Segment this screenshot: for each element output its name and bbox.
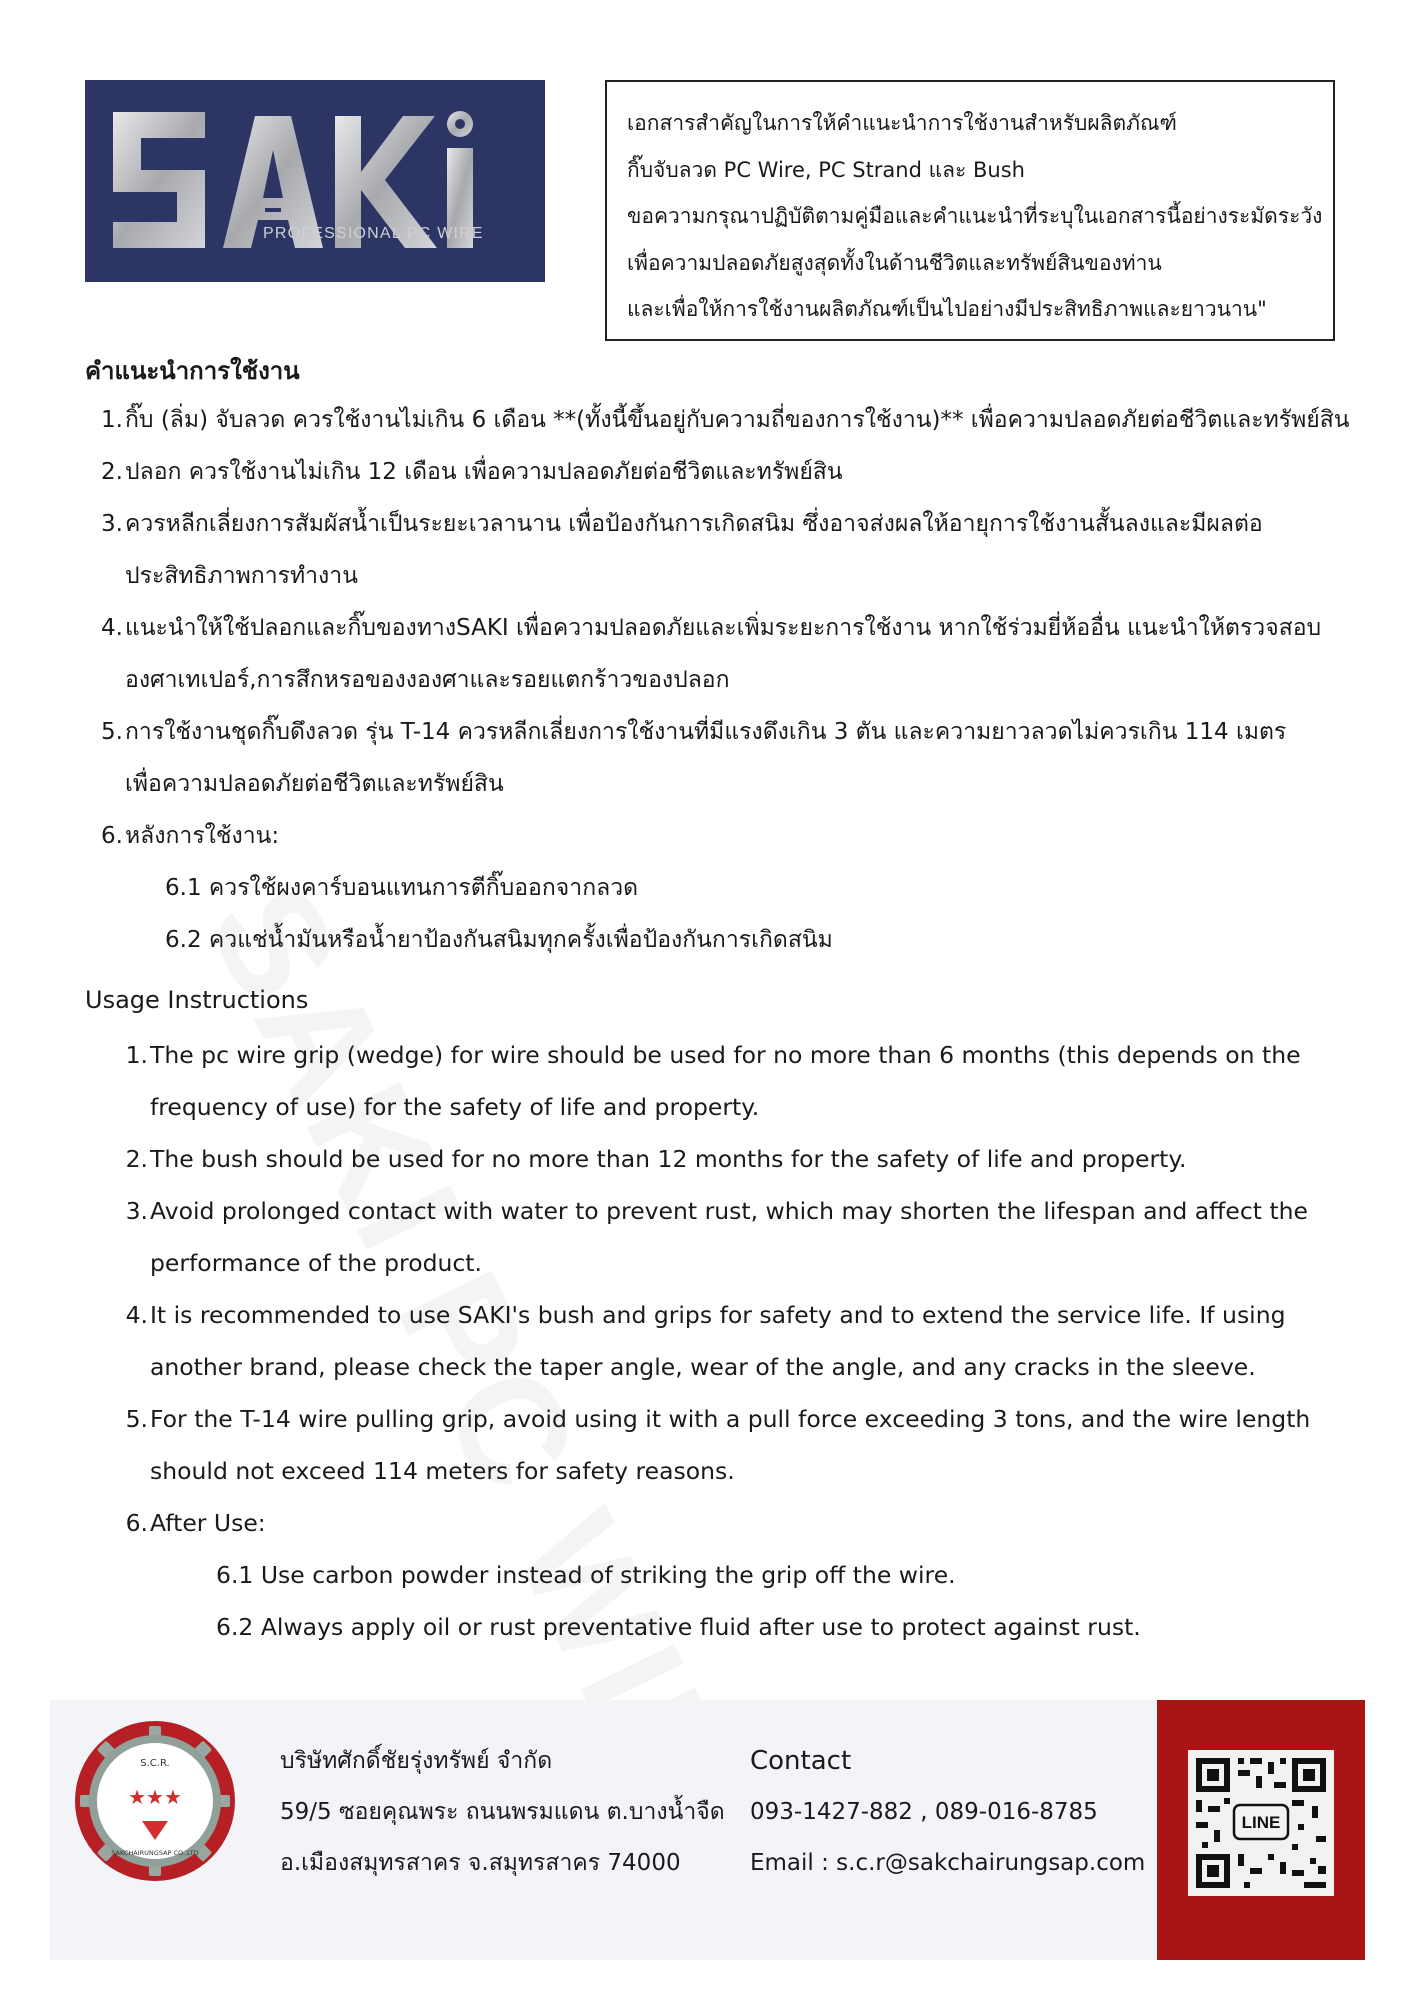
company-line: บริษัทศักดิ์ชัยรุ่งทรัพย์ จำกัด (280, 1748, 553, 1774)
sub-item: 6.1 Use carbon powder instead of striking the grip off the wire. (216, 1561, 956, 1589)
company-address (280, 1736, 725, 1889)
item-text: frequency of use) for the safety of life and property. (150, 1093, 760, 1121)
list-item (85, 1289, 1354, 1393)
item-number: 5. (101, 719, 123, 745)
thai-section-title: คำแนะนำการใช้งาน (85, 357, 300, 385)
qr-panel (1157, 1700, 1365, 1960)
list-item (85, 810, 1354, 966)
list-item (85, 498, 1354, 602)
list-item (85, 1497, 1354, 1653)
item-text: For the T-14 wire pulling grip, avoid using it with a pull force exceeding 3 tons, and the wire length (150, 1405, 1311, 1433)
sub-item: 6.2 ควแช่น้ำมันหรือน้ำยาป้องกันสนิมทุกครั้งเพื่อป้องกันการเกิดสนิม (165, 927, 833, 953)
sub-item: 6.2 Always apply oil or rust preventative fluid after use to protect against rust. (216, 1613, 1141, 1641)
item-number: 5. (125, 1405, 148, 1433)
list-item (85, 1133, 1354, 1185)
notice-box (605, 80, 1335, 341)
item-number: 4. (125, 1301, 148, 1329)
svg-text:★★★: ★★★ (128, 1785, 182, 1809)
item-number: 3. (101, 511, 123, 537)
english-section-title: Usage Instructions (85, 986, 309, 1014)
item-text: The bush should be used for no more than 12 months for the safety of life and property. (150, 1145, 1187, 1173)
item-text: It is recommended to use SAKI's bush and grips for safety and to extend the service life. If using (150, 1301, 1286, 1329)
item-number: 6. (101, 823, 123, 849)
company-line: อ.เมืองสมุทรสาคร จ.สมุทรสาคร 74000 (280, 1850, 681, 1876)
item-text: องศาเทเปอร์,การสึกหรอของงองศาและรอยแตกร้าวของปลอก (125, 667, 730, 693)
seal-top-text: S.C.R. (140, 1758, 170, 1769)
english-instruction-list (85, 1029, 1354, 1653)
item-number: 2. (101, 459, 123, 485)
notice-line: เพื่อความปลอดภัยสูงสุดทั้งในด้านชีวิตและทรัพย์สินของท่าน (627, 250, 1162, 275)
contact-block (750, 1736, 1145, 1889)
item-text: another brand, please check the taper angle, wear of the angle, and any cracks in the sleeve. (150, 1353, 1256, 1381)
item-number: 3. (125, 1197, 148, 1225)
notice-line: กิ๊บจับลวด PC Wire, PC Strand และ Bush (627, 157, 1025, 182)
list-item (85, 446, 1354, 498)
saki-logo (85, 80, 545, 282)
item-text: ปลอก ควรใช้งานไม่เกิน 12 เดือน เพื่อความปลอดภัยต่อชีวิตและทรัพย์สิน (125, 459, 843, 485)
thai-instruction-list (85, 394, 1354, 966)
line-qr-code-icon[interactable] (1188, 1750, 1334, 1896)
notice-line: เอกสารสำคัญในการให้คำแนะนำการใช้งานสำหรับผลิตภัณฑ์ (627, 111, 1177, 135)
item-text: performance of the product. (150, 1249, 482, 1277)
item-text: Avoid prolonged contact with water to prevent rust, which may shorten the lifespan and affect the (150, 1197, 1309, 1225)
list-item (85, 394, 1354, 446)
footer (50, 1700, 1365, 1960)
company-seal-icon (70, 1716, 240, 1890)
contact-phones: 093-1427-882 , 089-016-8785 (750, 1799, 1098, 1825)
logo-tagline: PROFESSIONAL PC WIRE (263, 225, 484, 242)
list-item (85, 1393, 1354, 1497)
contact-email: Email : s.c.r@sakchairungsap.com (750, 1850, 1146, 1876)
list-item (85, 1029, 1354, 1133)
item-text: การใช้งานชุดกิ๊บดึงลวด รุ่น T-14 ควรหลีกเลี่ยงการใช้งานที่มีแรงดึงเกิน 3 ตัน และความยาวลวดไม่ควรเกิน 114 เมตร (125, 719, 1287, 745)
list-item (85, 706, 1354, 810)
list-item (85, 602, 1354, 706)
item-text: ควรหลีกเลี่ยงการสัมผัสน้ำเป็นระยะเวลานาน เพื่อป้องกันการเกิดสนิม ซึ่งอาจส่งผลให้อายุการใช้งานสั้นลงและมีผลต่อ (125, 511, 1263, 537)
item-number: 4. (101, 615, 123, 641)
item-number: 1. (125, 1041, 148, 1069)
item-number: 1. (101, 407, 123, 433)
list-item (85, 1185, 1354, 1289)
item-number: 6. (125, 1509, 148, 1537)
item-text: The pc wire grip (wedge) for wire should be used for no more than 6 months (this depends on the (150, 1041, 1301, 1069)
item-text: แนะนำให้ใช้ปลอกและกิ๊บของทางSAKI เพื่อความปลอดภัยและเพิ่มระยะการใช้งาน หากใช้ร่วมยี่ห้ออื่น แนะนำให้ตรวจสอบ (125, 615, 1322, 641)
item-number: 2. (125, 1145, 148, 1173)
seal-bottom-text: SAKCHAIRUNGSAP CO.,LTD (111, 1849, 199, 1857)
item-text: กิ๊บ (ลิ่ม) จับลวด ควรใช้งานไม่เกิน 6 เดือน **(ทั้งนี้ขึ้นอยู่กับความถี่ของการใช้งาน)** เพื่อความปลอดภัยต่อชีวิตและทรัพย์สิน (125, 407, 1350, 433)
qr-line-label: LINE (1241, 1813, 1281, 1832)
item-text: should not exceed 114 meters for safety reasons. (150, 1457, 735, 1485)
sub-item: 6.1 ควรใช้ผงคาร์บอนแทนการตีกิ๊บออกจากลวด (165, 875, 639, 901)
contact-heading: Contact (750, 1746, 852, 1776)
notice-line: ขอความกรุณาปฏิบัติตามคู่มือและคำแนะนำที่ระบุในเอกสารนี้อย่างระมัดระวัง (627, 204, 1323, 228)
notice-line: และเพื่อให้การใช้งานผลิตภัณฑ์เป็นไปอย่างมีประสิทธิภาพและยาวนาน" (627, 297, 1267, 321)
item-text: หลังการใช้งาน: (125, 823, 280, 849)
item-text: After Use: (150, 1509, 266, 1537)
item-text: ประสิทธิภาพการทำงาน (125, 563, 358, 589)
company-line: 59/5 ซอยคุณพระ ถนนพรมแดน ต.บางน้ำจืด (280, 1799, 725, 1825)
item-text: เพื่อความปลอดภัยต่อชีวิตและทรัพย์สิน (125, 771, 504, 797)
